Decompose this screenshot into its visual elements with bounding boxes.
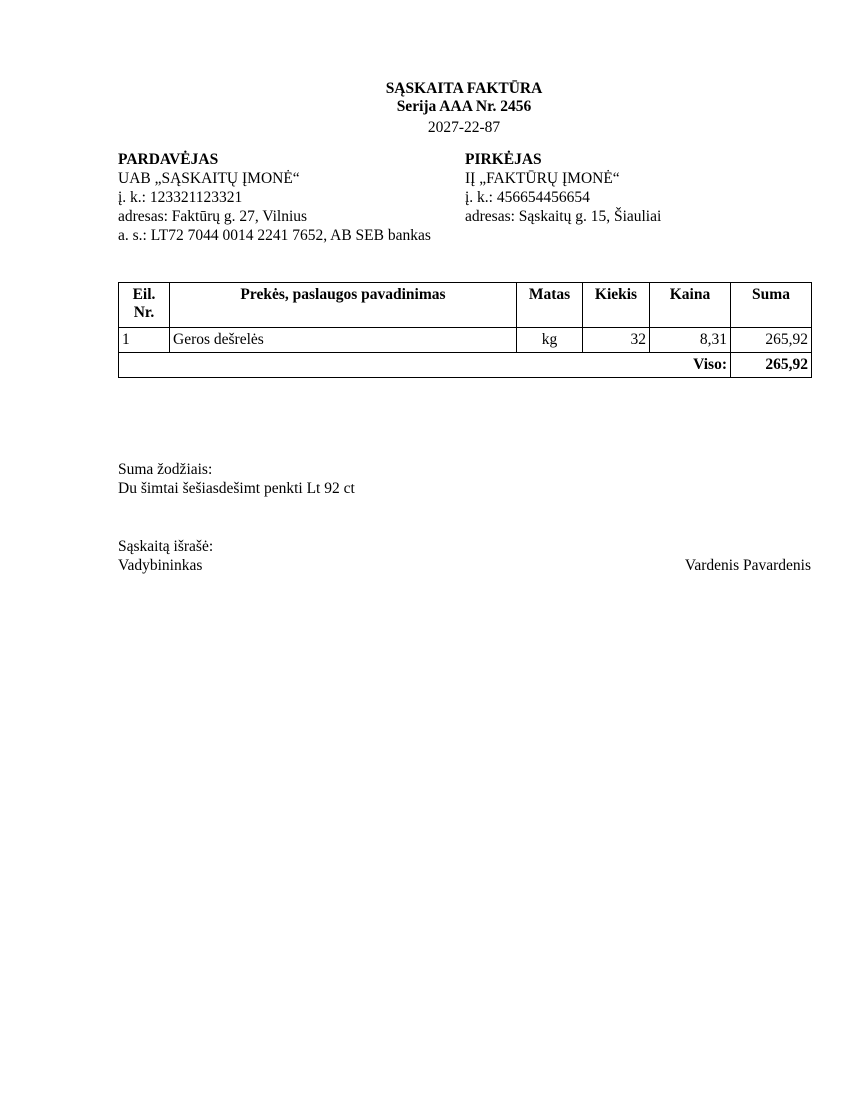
buyer-block bbox=[465, 150, 661, 226]
seller-code: į. k.: 123321123321 bbox=[118, 189, 243, 206]
header-quantity: Kiekis bbox=[583, 283, 650, 328]
row-quantity: 32 bbox=[583, 328, 650, 353]
header-price: Kaina bbox=[650, 283, 731, 328]
row-item-name: Geros dešrelės bbox=[170, 328, 517, 353]
seller-name: UAB „SĄSKAITŲ ĮMONĖ“ bbox=[118, 170, 300, 187]
issuer-label: Sąskaitą išrašė: bbox=[118, 538, 214, 555]
row-unit: kg bbox=[517, 328, 583, 353]
items-table bbox=[118, 282, 812, 378]
table-total-row bbox=[119, 353, 812, 378]
table-header-row bbox=[119, 283, 812, 328]
amount-words-text: Du šimtai šešiasdešimt penkti Lt 92 ct bbox=[118, 480, 355, 497]
seller-block bbox=[118, 150, 431, 245]
amount-words-label: Suma žodžiais: bbox=[118, 461, 213, 478]
seller-account: a. s.: LT72 7044 0014 2241 7652, AB SEB bankas bbox=[118, 227, 431, 244]
seller-address: adresas: Faktūrų g. 27, Vilnius bbox=[118, 208, 308, 225]
row-sum: 265,92 bbox=[731, 328, 812, 353]
buyer-address: adresas: Sąskaitų g. 15, Šiauliai bbox=[465, 208, 662, 225]
issuer-role: Vadybininkas bbox=[118, 557, 203, 574]
row-price: 8,31 bbox=[650, 328, 731, 353]
header-sum: Suma bbox=[731, 283, 812, 328]
buyer-name: IĮ „FAKTŪRŲ ĮMONĖ“ bbox=[465, 170, 620, 187]
issuer-block bbox=[118, 537, 213, 575]
issuer-name: Vardenis Pavardenis bbox=[684, 557, 811, 574]
invoice-date: 2027-22-87 bbox=[427, 119, 501, 136]
invoice-series: Serija AAA Nr. 2456 bbox=[396, 98, 532, 115]
total-label: Viso: bbox=[119, 353, 731, 378]
seller-heading: PARDAVĖJAS bbox=[118, 151, 219, 168]
row-line-number: 1 bbox=[119, 328, 170, 353]
invoice-title: SĄSKAITA FAKTŪRA bbox=[385, 80, 543, 97]
total-value: 265,92 bbox=[731, 353, 812, 378]
buyer-code: į. k.: 456654456654 bbox=[465, 189, 590, 206]
header-unit: Matas bbox=[517, 283, 583, 328]
header-item-name: Prekės, paslaugos pavadinimas bbox=[170, 283, 517, 328]
buyer-heading: PIRKĖJAS bbox=[465, 151, 542, 168]
header-line-number: Eil. Nr. bbox=[119, 283, 170, 328]
table-row bbox=[119, 328, 812, 353]
amount-in-words bbox=[118, 460, 355, 498]
